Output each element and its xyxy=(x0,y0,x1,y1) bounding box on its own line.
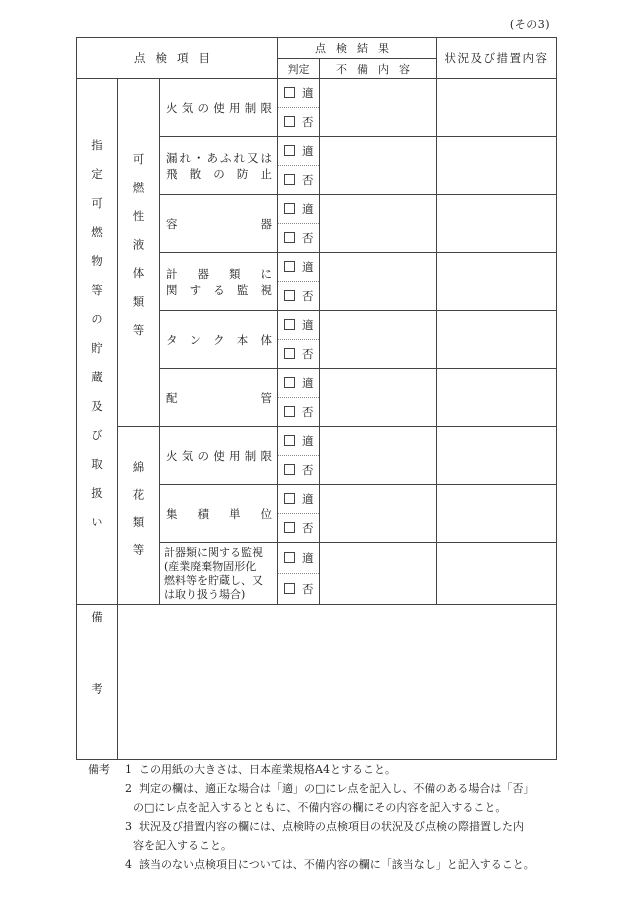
item-instrument-monitoring-waste-fuel: 計器類に関する監視 (産業廃棄物固形化 燃料等を貯蔵し、又 は取り扱う場合) xyxy=(160,543,278,605)
defect-content-field[interactable] xyxy=(320,253,437,311)
status-measures-field[interactable] xyxy=(437,543,557,605)
judgment-ng-checkbox[interactable]: 否 xyxy=(278,514,320,543)
remarks-label: 備考 xyxy=(90,610,104,754)
item-tank-body: タンク本体 xyxy=(160,311,278,369)
main-category-cell xyxy=(77,79,118,605)
checkbox-icon[interactable] xyxy=(284,261,295,272)
judgment-ok-checkbox[interactable]: 適 xyxy=(278,427,320,456)
status-measures-field[interactable] xyxy=(437,137,557,195)
checkbox-icon[interactable] xyxy=(284,203,295,214)
defect-content-field[interactable] xyxy=(320,427,437,485)
checkbox-icon[interactable] xyxy=(284,319,295,330)
checkbox-icon[interactable] xyxy=(284,522,295,533)
checkbox-icon[interactable] xyxy=(284,348,295,359)
judgment-ok-checkbox[interactable]: 適 xyxy=(278,79,320,108)
status-measures-field[interactable] xyxy=(437,311,557,369)
checkbox-icon[interactable] xyxy=(284,87,295,98)
defect-content-field[interactable] xyxy=(320,195,437,253)
checkbox-icon[interactable] xyxy=(284,377,295,388)
status-measures-field[interactable] xyxy=(437,195,557,253)
checkbox-icon[interactable] xyxy=(284,406,295,417)
notes-section xyxy=(88,760,568,874)
defect-content-field[interactable] xyxy=(320,79,437,137)
checkbox-icon[interactable] xyxy=(284,583,295,594)
checkbox-icon[interactable] xyxy=(284,116,295,127)
note-item: 4 該当のない点検項目については、不備内容の欄に「該当なし」と記入すること。 xyxy=(125,858,535,871)
judgment-ng-checkbox[interactable]: 否 xyxy=(278,166,320,195)
main-category-label: 指定可燃物等の貯蔵及び取扱い xyxy=(90,138,104,545)
checkbox-icon[interactable] xyxy=(284,145,295,156)
remarks-field[interactable] xyxy=(118,605,557,760)
judgment-ok-checkbox[interactable]: 適 xyxy=(278,195,320,224)
status-measures-field[interactable] xyxy=(437,427,557,485)
header-inspection-item: 点検項目 xyxy=(77,38,278,79)
note-item: 1 この用紙の大きさは、日本産業規格A4とすること。 xyxy=(125,763,396,776)
judgment-ng-checkbox[interactable]: 否 xyxy=(278,456,320,485)
notes-heading: 備考 xyxy=(88,763,110,776)
status-measures-field[interactable] xyxy=(437,253,557,311)
judgment-ok-checkbox[interactable]: 適 xyxy=(278,369,320,398)
item-fire-use-restriction: 火気の使用制限 xyxy=(160,427,278,485)
checkbox-icon[interactable] xyxy=(284,174,295,185)
status-measures-field[interactable] xyxy=(437,369,557,427)
sheet-number: (その3) xyxy=(509,18,550,31)
judgment-ng-checkbox[interactable]: 否 xyxy=(278,574,320,605)
judgment-ok-checkbox[interactable]: 適 xyxy=(278,253,320,282)
item-stacking-unit: 集積単位 xyxy=(160,485,278,543)
note-item: 2 判定の欄は、適正な場合は「適」の□にレ点を記入し、不備のある場合は「否」 の□にレ点を記入するとともに、不備内容の欄にその内容を記入すること。 xyxy=(125,782,535,814)
group-label-flammable-liquids: 可燃性液体類等 xyxy=(131,152,146,353)
item-container: 容器 xyxy=(160,195,278,253)
header-judgment: 判定 xyxy=(278,59,320,79)
item-leak-overflow-prevention: 漏れ・あふれ又は 飛散の防止 xyxy=(160,137,278,195)
group-cell-cotton xyxy=(118,427,160,605)
checkbox-icon[interactable] xyxy=(284,464,295,475)
group-cell-flammable-liquids xyxy=(118,79,160,427)
defect-content-field[interactable] xyxy=(320,369,437,427)
judgment-ng-checkbox[interactable]: 否 xyxy=(278,340,320,369)
judgment-ok-checkbox[interactable]: 適 xyxy=(278,485,320,514)
remarks-label-cell xyxy=(77,605,118,760)
defect-content-field[interactable] xyxy=(320,137,437,195)
header-defect-content: 不備内容 xyxy=(320,59,437,79)
inspection-form-table xyxy=(76,37,557,760)
checkbox-icon[interactable] xyxy=(284,493,295,504)
judgment-ng-checkbox[interactable]: 否 xyxy=(278,282,320,311)
defect-content-field[interactable] xyxy=(320,543,437,605)
header-inspection-result: 点検結果 xyxy=(278,38,437,59)
checkbox-icon[interactable] xyxy=(284,552,295,563)
defect-content-field[interactable] xyxy=(320,485,437,543)
status-measures-field[interactable] xyxy=(437,485,557,543)
judgment-ok-checkbox[interactable]: 適 xyxy=(278,137,320,166)
status-measures-field[interactable] xyxy=(437,79,557,137)
checkbox-icon[interactable] xyxy=(284,290,295,301)
group-label-cotton: 綿花類等 xyxy=(131,460,146,571)
item-fire-use-restriction: 火気の使用制限 xyxy=(160,79,278,137)
defect-content-field[interactable] xyxy=(320,311,437,369)
header-status-and-measures: 状況及び措置内容 xyxy=(437,38,557,79)
judgment-ng-checkbox[interactable]: 否 xyxy=(278,224,320,253)
item-piping: 配管 xyxy=(160,369,278,427)
judgment-ok-checkbox[interactable]: 適 xyxy=(278,543,320,574)
judgment-ng-checkbox[interactable]: 否 xyxy=(278,398,320,427)
checkbox-icon[interactable] xyxy=(284,232,295,243)
judgment-ok-checkbox[interactable]: 適 xyxy=(278,311,320,340)
note-item: 3 状況及び措置内容の欄には、点検時の点検項目の状況及び点検の際措置した内 容を記入すること。 xyxy=(125,820,524,852)
judgment-ng-checkbox[interactable]: 否 xyxy=(278,108,320,137)
item-instrument-monitoring: 計器類に 関する監視 xyxy=(160,253,278,311)
checkbox-icon[interactable] xyxy=(284,435,295,446)
